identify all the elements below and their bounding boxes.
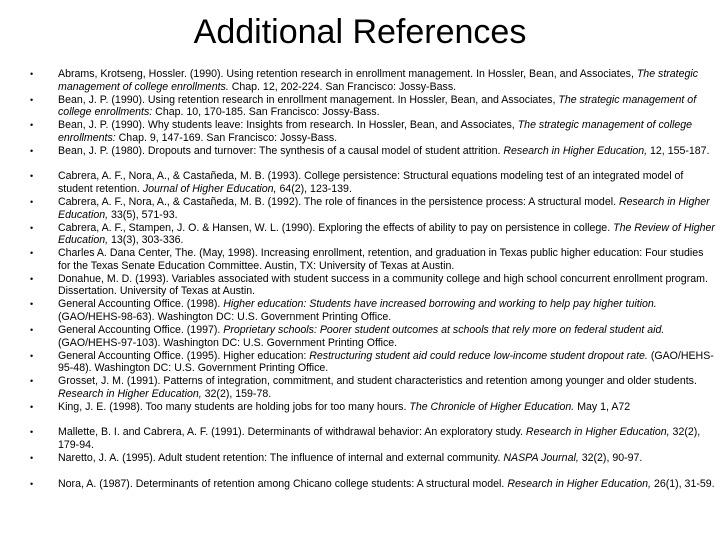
reference-italic-text: The strategic management of college enrollments. [58, 68, 699, 93]
reference-italic-text: The strategic management of college enrollments: [58, 93, 697, 119]
reference-text: 32(2), 159-78. [201, 387, 272, 400]
bullet-icon: • [30, 248, 34, 259]
reference-text: General Accounting Office. (1995). Higher education: [58, 349, 310, 362]
reference-item [28, 324, 716, 350]
reference-item [28, 298, 716, 324]
reference-text: 26(1), 31-59. [651, 477, 715, 490]
reference-item [28, 170, 716, 196]
bullet-icon: • [30, 376, 34, 387]
reference-italic-text: The Chronicle of Higher Education. [409, 400, 575, 413]
reference-text: Chap. 10, 170-185. San Francisco: Jossy-Bass. [152, 106, 380, 119]
bullet-icon: • [30, 69, 34, 79]
reference-text: 64(2), 123-139. [276, 182, 352, 195]
bullet-icon: • [30, 478, 34, 489]
reference-text: King, J. E. (1998). Too many students are holding jobs for too many hours. [58, 400, 410, 413]
reference-item [28, 273, 716, 299]
reference-item [28, 196, 716, 222]
bullet-icon: • [30, 120, 34, 131]
reference-italic-text: Restructuring student aid could reduce low-income student dropout rate. [309, 349, 648, 362]
reference-text: Bean, J. P. (1980). Dropouts and turnover: The synthesis of a causal model of student attrition. [58, 144, 504, 157]
reference-item [28, 452, 716, 478]
reference-text: Cabrera, A. F., Nora, A., & Castañeda, M. B. (1993). College persistence: Structural equations modeling test of an integrated model of student retention. [58, 170, 684, 195]
reference-text: Charles A. Dana Center, The. (May, 1998). Increasing enrollment, retention, and graduation in Texas public higher education: Four studies for the Texas Senate Education Committee. Austin, TX: University of Texas at Austin. [58, 247, 704, 272]
reference-text: (GAO/HEHS-95-48). Washington DC: U.S. Government Printing Office. [58, 349, 714, 375]
reference-item [28, 119, 716, 145]
reference-item [28, 68, 716, 94]
reference-item [28, 222, 716, 248]
bullet-icon: • [30, 145, 34, 156]
reference-text: Donahue, M. D. (1993). Variables associated with student success in a community college and high school concurrent enrollment program. Dissertation. University of Texas at Austin. [58, 272, 708, 298]
reference-text: Cabrera, A. F., Nora, A., & Castañeda, M. B. (1992). The role of finances in the persistence process: A structural model. [58, 195, 619, 208]
reference-italic-text: The strategic management of college enrollments: [58, 119, 693, 144]
bullet-icon: • [30, 324, 34, 335]
reference-text: (GAO/HEHS-98-63). Washington DC: U.S. Government Printing Office. [58, 310, 392, 323]
reference-item [28, 375, 716, 401]
reference-text: 32(2), 179-94. [58, 426, 701, 451]
reference-item [28, 94, 716, 120]
reference-item [28, 478, 716, 504]
reference-text: 33(5), 571-93. [108, 208, 178, 221]
reference-italic-text: Research in Higher Education, [58, 195, 710, 221]
reference-text: 32(2), 90-97. [578, 451, 643, 464]
bullet-icon: • [30, 94, 34, 105]
bullet-icon: • [30, 171, 34, 182]
reference-italic-text: Research in Higher Education, [58, 387, 202, 400]
reference-text: Abrams, Krotseng, Hossler. (1990). Using retention research in enrollment management. In Hossler, Bean, and Associates, [58, 68, 637, 80]
reference-text: Chap. 12, 202-224. San Francisco: Jossy-Bass. [228, 80, 457, 93]
reference-italic-text: The Review of Higher Education, [58, 221, 715, 247]
reference-text: Chap. 9, 147-169. San Francisco: Jossy-Bass. [115, 131, 338, 144]
reference-text: Bean, J. P. (1990). Why students leave: Insights from research. In Hossler, Bean, and Associates, [58, 119, 518, 132]
bullet-icon: • [30, 273, 34, 284]
reference-text: Mallette, B. I. and Cabrera, A. F. (1991). Determinants of withdrawal behavior: An exploratory study. [58, 426, 526, 439]
reference-text: 12, 155-187. [647, 144, 710, 157]
reference-text: Cabrera, A. F., Stampen, J. O. & Hansen, W. L. (1990). Exploring the effects of ability to pay on persistence in college. [58, 221, 614, 234]
bullet-icon: • [30, 427, 34, 438]
reference-text: Naretto, J. A. (1995). Adult student retention: The influence of internal and external community. [58, 451, 504, 464]
bullet-icon: • [30, 299, 34, 310]
reference-text: Nora, A. (1987). Determinants of retention among Chicano college students: A structural model. [58, 477, 508, 490]
bullet-icon: • [30, 196, 34, 207]
reference-item [28, 350, 716, 376]
bullet-icon: • [30, 401, 34, 412]
reference-italic-text: Proprietary schools: Poorer student outcomes at schools that rely more on federal student aid. [223, 323, 665, 336]
reference-item [28, 247, 716, 273]
reference-italic-text: Journal of Higher Education, [142, 182, 277, 195]
reference-item [28, 145, 716, 171]
reference-text: General Accounting Office. (1997). [58, 323, 224, 336]
reference-italic-text: NASPA Journal, [503, 451, 579, 464]
reference-list [28, 68, 716, 503]
reference-text: General Accounting Office. (1998). [58, 298, 224, 311]
bullet-icon: • [30, 452, 34, 463]
reference-text: 13(3), 303-336. [108, 234, 184, 247]
reference-italic-text: Higher education: Students have increased borrowing and working to help pay higher tuition. [223, 298, 657, 311]
page-title: Additional References [193, 13, 527, 51]
reference-item [28, 426, 716, 452]
reference-italic-text: Research in Higher Education, [503, 144, 648, 157]
bullet-icon: • [30, 222, 34, 233]
reference-text: May 1, A72 [574, 400, 631, 413]
reference-text: (GAO/HEHS-97-103). Washington DC: U.S. Government Printing Office. [58, 336, 398, 349]
reference-italic-text: Research in Higher Education, [525, 426, 670, 439]
reference-text: Grosset, J. M. (1991). Patterns of integration, commitment, and student characteristics and retention among younger and older students. [58, 375, 697, 388]
reference-italic-text: Research in Higher Education, [507, 477, 651, 490]
bullet-icon: • [30, 350, 34, 361]
reference-text: Bean, J. P. (1990). Using retention research in enrollment management. In Hossler, Bean, and Associates, [58, 93, 559, 106]
reference-item [28, 401, 716, 427]
